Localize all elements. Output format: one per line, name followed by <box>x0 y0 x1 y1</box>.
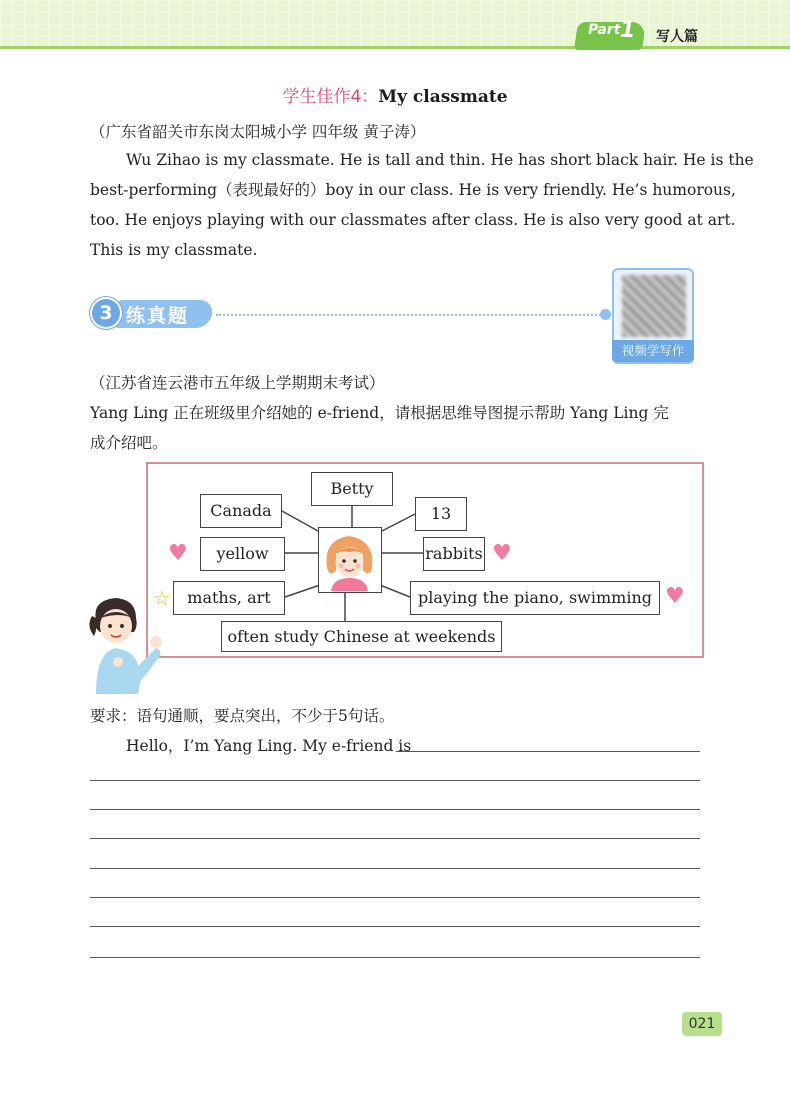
practice-title: 练真题 <box>126 305 190 327</box>
mindmap-node-age: 13 <box>415 497 467 531</box>
essay-title-english: My classmate <box>378 87 508 107</box>
heart-icon: ♥ <box>665 584 685 609</box>
girl-portrait-icon <box>319 528 380 591</box>
mindmap-node-weekend: often study Chinese at weekends <box>221 621 502 652</box>
part-number: 1 <box>620 18 636 43</box>
essay-line: too. He enjoys playing with our classmates after class. He is also very good at art. <box>90 211 736 229</box>
connector-subjects <box>285 585 320 597</box>
connector-hobbies <box>380 585 410 597</box>
mindmap-node-hobbies: playing the piano, swimming <box>410 581 660 615</box>
writing-requirement: 要求：语句通顺，要点突出，不少于5句话。 <box>90 707 395 725</box>
mindmap-node-name: Betty <box>311 472 393 506</box>
section-label: 写人篇 <box>656 29 698 45</box>
connector-age <box>382 514 415 531</box>
mindmap-node-colour: yellow <box>200 537 285 571</box>
task-line: 成介绍吧。 <box>90 434 168 452</box>
writing-starter: Hello，I’m Yang Ling. My e-friend is <box>126 737 412 755</box>
connector-country <box>282 511 318 531</box>
essay-author: （广东省韶关市东岗太阳城小学 四年级 黄子涛） <box>90 123 426 141</box>
mindmap-center-portrait <box>318 527 382 593</box>
mindmap-node-subjects: maths, art <box>173 581 285 615</box>
essay-line: Wu Zihao is my classmate. He is tall and thin. He has short black hair. He is the <box>126 151 754 169</box>
heart-icon: ♥ <box>492 541 512 566</box>
answer-line[interactable] <box>90 780 700 781</box>
part-word: Part <box>588 22 621 38</box>
qr-caption[interactable]: 视频学写作 <box>612 340 694 362</box>
answer-line[interactable] <box>90 897 700 898</box>
answer-line[interactable] <box>90 868 700 869</box>
answer-line[interactable] <box>90 809 700 810</box>
practice-number-badge: 3 <box>92 299 120 327</box>
mindmap-node-country: Canada <box>200 494 282 528</box>
essay-title-prefix: 学生佳作4： <box>282 87 379 107</box>
exam-source: （江苏省连云港市五年级上学期期末考试） <box>90 374 385 392</box>
girl-illustration-icon <box>86 596 166 694</box>
answer-line[interactable] <box>90 926 700 927</box>
essay-line: best-performing（表现最好的）boy in our class. He is very friendly. He’s humorous, <box>90 181 736 199</box>
heart-icon: ♥ <box>168 541 188 566</box>
mindmap-node-pet: rabbits <box>423 537 485 571</box>
task-line: Yang Ling 正在班级里介绍她的 e-friend，请根据思维导图提示帮助 Yang Ling 完 <box>90 404 669 422</box>
answer-line[interactable] <box>90 838 700 839</box>
answer-line[interactable] <box>90 957 700 958</box>
essay-line: This is my classmate. <box>90 241 258 259</box>
star-icon: ☆ <box>153 586 171 610</box>
page-number: 021 <box>682 1012 722 1036</box>
answer-line[interactable] <box>396 751 700 752</box>
